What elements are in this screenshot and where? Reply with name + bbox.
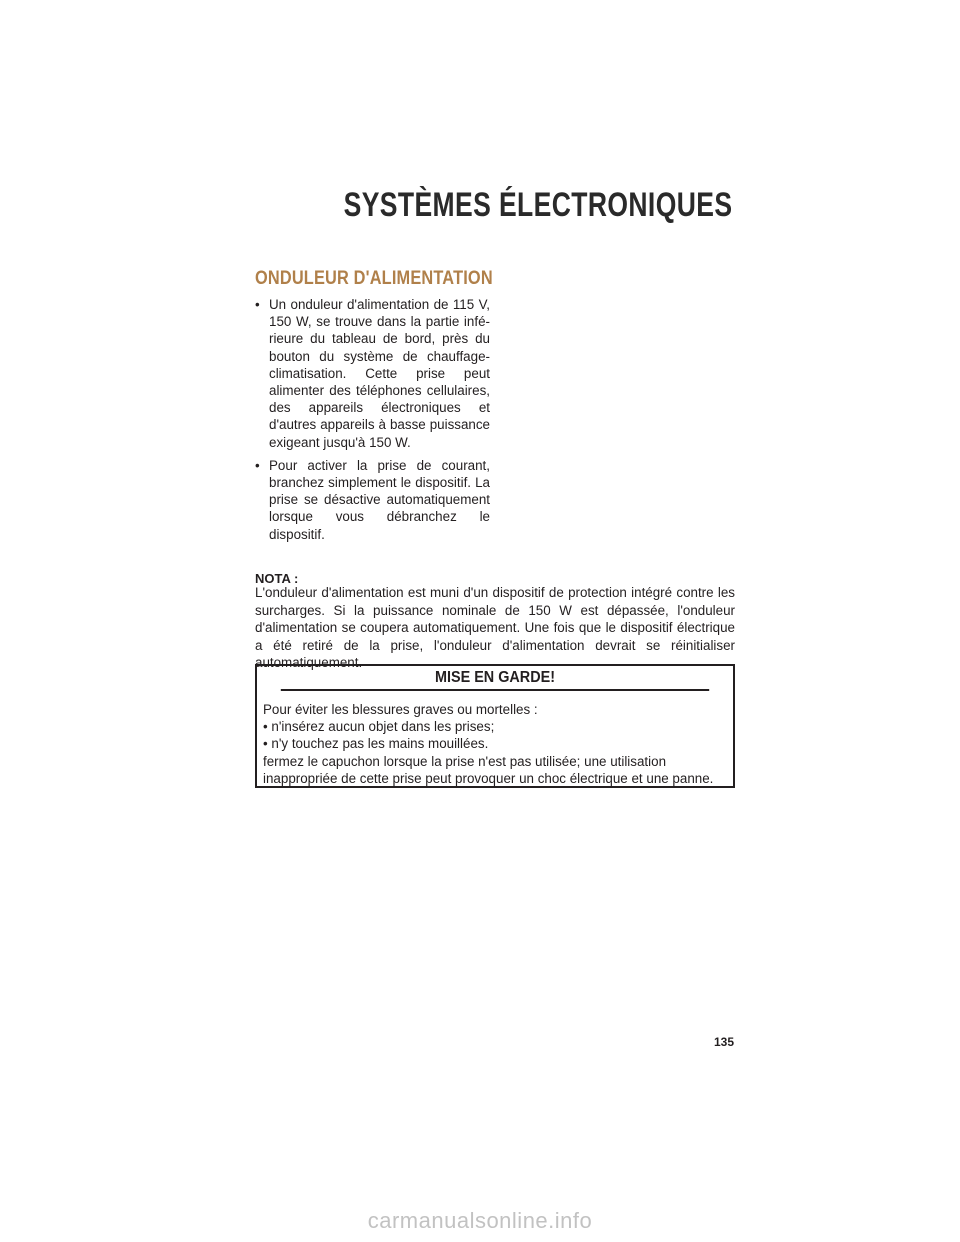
warning-box <box>255 664 735 788</box>
list-item <box>255 296 490 451</box>
bullet-text: Pour activer la prise de courant, branchez simplement le dispositif. La prise se désactive automatiquement lorsque vous débranchez le dispositif. <box>269 457 490 542</box>
page-number: 135 <box>714 1035 735 1049</box>
nota-label: NOTA : <box>255 571 299 586</box>
bullet-dot: • <box>255 457 260 473</box>
warning-body <box>257 691 733 787</box>
warning-title: MISE EN GARDE! <box>281 666 709 691</box>
bullet-dot: • <box>255 297 260 312</box>
watermark: carmanualsonline.info <box>367 1208 593 1233</box>
warning-item: • n'y touchez pas les mains mouillées. <box>263 736 489 752</box>
chapter-title: SYSTÈMES ÉLECTRONIQUES <box>343 186 732 224</box>
warning-closing: fermez le capuchon lorsque la prise n'est pas utilisée; une utilisation inappropriée de cette prise peut provoquer un choc électrique et une panne. <box>263 753 714 786</box>
bullet-list <box>255 296 490 549</box>
bullet-text: Un onduleur d'alimentation de 115 V, 150 W, se trouve dans la partie inférieure du tableau de bord, près du bouton du système de chauffage-climatisation. Cette prise peut alimenter des téléphones cellulaires, des appareils électroniques et d'autres appareils à basse puissance exigeant jusqu'à 150 W. <box>269 297 490 450</box>
list-item <box>255 457 490 543</box>
section-heading: ONDULEUR D'ALIMENTATION <box>255 268 493 289</box>
nota-text: L'onduleur d'alimentation est muni d'un dispositif de protection intégré contre les surcharges. Si la puissance nominale de 150 W est dépassée, l'onduleur d'alimentation se coupera automatiquement. Une fois que le dispositif électrique a été retiré de la prise, l'onduleur d'alimentation devrait se réinitialiser automatiquement. <box>255 585 735 671</box>
warning-item: • n'insérez aucun objet dans les prises; <box>263 719 495 735</box>
warning-intro: Pour éviter les blessures graves ou mortelles : <box>263 702 538 717</box>
